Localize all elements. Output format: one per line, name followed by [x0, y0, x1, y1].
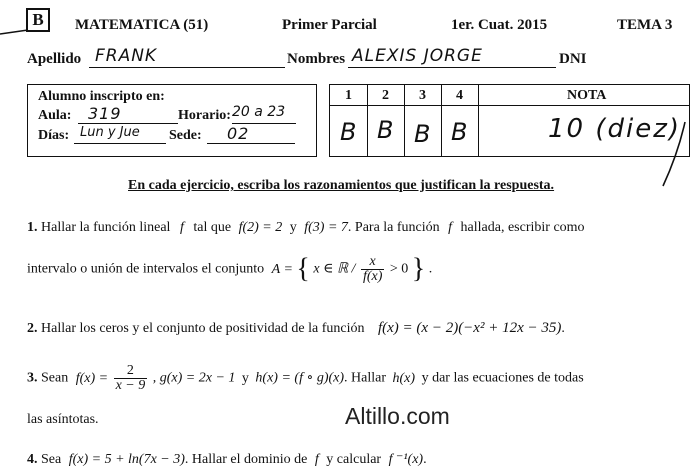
- grade-col-4: 4: [456, 88, 463, 103]
- aula-value: 319: [88, 104, 122, 123]
- exam-title: Primer Parcial: [282, 17, 377, 33]
- grade-mark-2: B: [377, 116, 395, 144]
- dias-field[interactable]: [74, 124, 166, 144]
- horario-value: 20 a 23: [232, 104, 286, 120]
- exercise-1-line-1: 1. Hallar la función lineal f tal que f(2) = 2 y f(3) = 7. Para la función f hallada, escribir como: [27, 220, 585, 235]
- nota-value: 10 (diez): [548, 114, 682, 144]
- grade-col-1: 1: [345, 88, 352, 103]
- dni-label: DNI: [559, 51, 587, 67]
- exercise-1-fraction: $\frac{x}{f(x)}$: [362, 254, 383, 284]
- tema-label: TEMA 3: [617, 17, 673, 33]
- exercise-3-fraction: $\frac{2}{x - 9}$: [115, 363, 146, 393]
- apellido-value: FRANK: [95, 46, 158, 66]
- badge-pointer-line: [0, 28, 30, 38]
- exercise-1-line-2: intervalo o unión de intervalos el conjunto A = { x ∈ ℝ / $\frac{x}{f(x)}$ > 0 } .: [27, 253, 433, 285]
- nota-header: NOTA: [567, 88, 607, 103]
- grade-col-2: 2: [382, 88, 389, 103]
- aula-field[interactable]: [78, 104, 178, 124]
- dias-value: Lun y Jue: [80, 125, 140, 140]
- horario-label: Horario:: [178, 108, 231, 123]
- nombres-label: Nombres: [287, 51, 346, 67]
- exercise-3-line-2: las asíntotas.: [27, 412, 99, 427]
- horario-field[interactable]: [232, 104, 296, 124]
- sede-label: Sede:: [169, 128, 202, 143]
- dias-label: Días:: [38, 128, 70, 143]
- nombres-value: ALEXIS JORGE: [352, 46, 483, 66]
- sede-field[interactable]: [207, 124, 295, 144]
- apellido-label: Apellido: [27, 51, 82, 67]
- exercise-3-line-1: 3. Sean f(x) = $\frac{2}{x - 9}$ , g(x) = 2x − 1 y h(x) = (f ∘ g)(x). Hallar h(x) y dar las ecuaciones de todas: [27, 363, 584, 393]
- nombres-field[interactable]: [348, 46, 556, 68]
- nota-handwriting-stroke: [655, 120, 695, 190]
- exercise-4: 4. Sea f(x) = 5 + ln(7x − 3). Hallar el dominio de f y calcular f ⁻¹(x).: [27, 452, 427, 467]
- grade-col-3: 3: [419, 88, 426, 103]
- apellido-field[interactable]: [89, 46, 285, 68]
- grade-mark-4: B: [451, 118, 469, 146]
- enrollment-title: Alumno inscripto en:: [38, 89, 165, 104]
- watermark: Altillo.com: [345, 403, 450, 429]
- sede-value: 02: [227, 124, 250, 143]
- course-title: MATEMATICA (51): [75, 17, 209, 33]
- exercise-2: 2. Hallar los ceros y el conjunto de positividad de la función f(x) = (x − 2)(−x² + 12x − 35).: [27, 320, 565, 336]
- term-label: 1er. Cuat. 2015: [451, 17, 548, 33]
- grade-mark-3: B: [414, 120, 432, 148]
- exam-letter-badge: B: [26, 8, 50, 32]
- instruction-text: En cada ejercicio, escriba los razonamientos que justifican la respuesta.: [128, 178, 555, 193]
- grade-mark-1: B: [340, 118, 358, 146]
- aula-label: Aula:: [38, 108, 72, 123]
